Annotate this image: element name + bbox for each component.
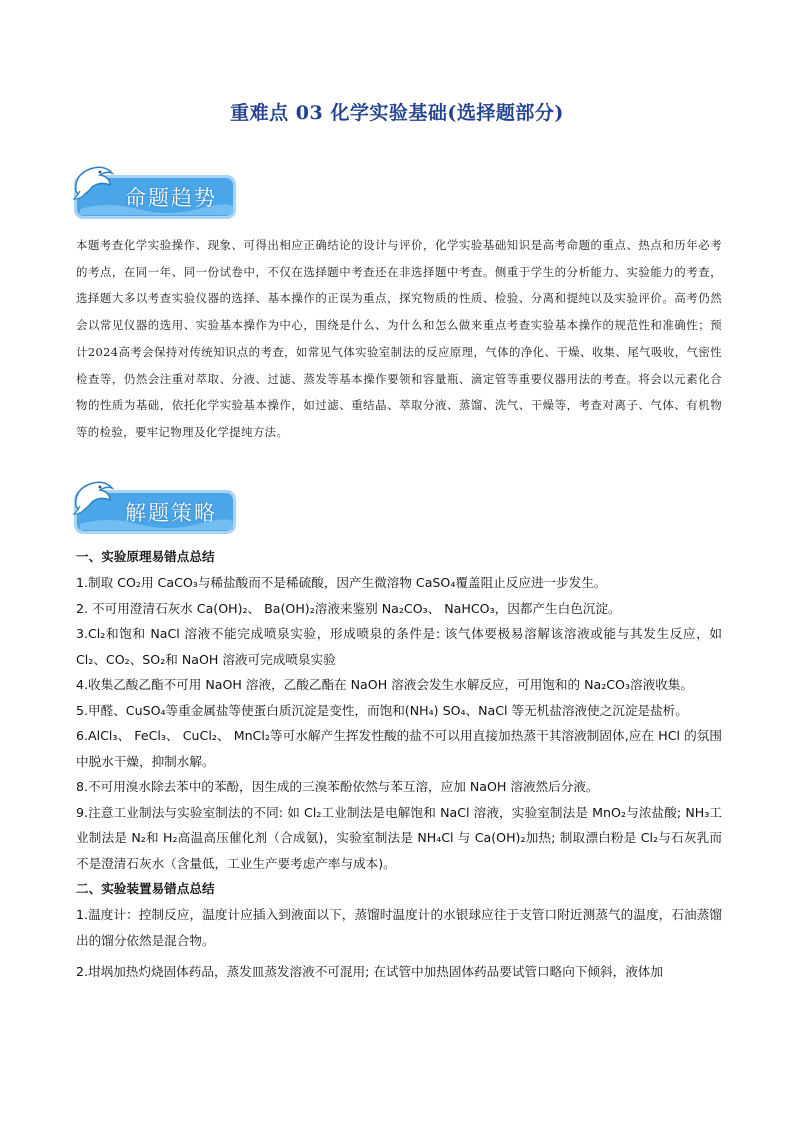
section-banner-strategy <box>68 480 238 538</box>
list-item: 2.坩埚加热灼烧固体药品，蒸发皿蒸发溶液不可混用; 在试管中加热固体药品要试管口略向下倾斜，液体加 <box>76 964 663 979</box>
banner-label: 命题趋势 <box>125 186 217 210</box>
list-item: 1.温度计：控制反应，温度计应插入到液面以下，蒸馏时温度计的水银球应往于支管口附近测蒸气的温度，石油蒸馏出的馏分依然是混合物。 <box>76 907 722 948</box>
section-heading: 二、实验装置易错点总结 <box>76 881 215 896</box>
list-item: 2. 不可用澄清石灰水 Ca(OH)₂、 Ba(OH)₂溶液来鉴别 Na₂CO₃、 NaHCO₃，因都产生白色沉淀。 <box>76 600 621 616</box>
list-item: 4.收集乙酸乙酯不可用 NaOH 溶液，乙酸乙酯在 NaOH 溶液会发生水解反应，可用饱和的 Na₂CO₃溶液收集。 <box>76 677 693 692</box>
list-item: 3.Cl₂和饱和 NaCl 溶液不能完成喷泉实验，形成喷泉的条件是: 该气体要极易溶解该溶液或能与其发生反应，如 Cl₂、CO₂、SO₂和 NaOH 溶液可完成喷泉实验 <box>76 626 722 667</box>
section-heading: 一、实验原理易错点总结 <box>76 549 215 564</box>
section-banner-trend <box>68 165 238 223</box>
intro-paragraph: 本题考查化学实验操作、现象、可得出相应正确结论的设计与评价，化学实验基础知识是高考命题的重点、热点和历年必考的考点，在同一年、同一份试卷中，不仅在选择题中考查还在非选择题中考查。侧重于学生的分析能力、实验能力的考查，选择题大多以考查实验仪器的选择、基本操作的正误为重点，探究物质的性质、检验、分离和提纯以及实验评价。高考仍然会以常见仪器的选用、实验基本操作为中心，围绕是什么、为什么和怎么做来重点考查实验基本操作的规范性和准确性；预计2024高考会保持对传统知识点的考查，如常见气体实验室制法的反应原理，气体的净化、干燥、收集、尾气吸收，气密性检查等，仍然会注重对萃取、分液、过滤、蒸发等基本操作要领和容量瓶、滴定管等重要仪器用法的考查。将会以元素化合物的性质为基础，依托化学实验基本操作，如过滤、重结晶、萃取分液、蒸馏、洗气、干燥等，考查对离子、气体、有机物等的检验，要牢记物理及化学提纯方法。 <box>76 238 722 439</box>
page-title: 重难点 03 化学实验基础(选择题部分) <box>230 102 564 124</box>
list-item: 5.甲醛、CuSO₄等重金属盐等使蛋白质沉淀是变性，而饱和(NH₄) SO₄、NaCl 等无机盐溶液使之沉淀是盐析。 <box>76 702 688 718</box>
list-item: 9.注意工业制法与实验室制法的不同: 如 Cl₂工业制法是电解饱和 NaCl 溶液，实验室制法是 MnO₂与浓盐酸; NH₃工业制法是 N₂和 H₂高温高压催化剂（合成氨)，实验室制法是 NH₄Cl 与 Ca(OH)₂加热; 制取漂白粉是 Cl₂与石灰乳而不是澄清石灰水（含量低，工业生产要考虑产率与成本)。 <box>76 804 722 871</box>
list-item: 1.制取 CO₂用 CaCO₃与稀盐酸而不是稀硫酸，因产生微溶物 CaSO₄覆盖阻止反应进一步发生。 <box>76 575 607 590</box>
list-item: 6.AlCl₃、 FeCl₃、 CuCl₂、 MnCl₂等可水解产生挥发性酸的盐不可以用直接加热蒸干其溶液制固体,应在 HCl 的氛围中脱水干燥，抑制水解。 <box>76 728 722 769</box>
banner-label: 解题策略 <box>125 501 217 525</box>
list-item: 8.不可用溴水除去苯中的苯酚，因生成的三溴苯酚依然与苯互溶，应加 NaOH 溶液然后分液。 <box>76 779 599 794</box>
strategy-content <box>76 544 722 985</box>
